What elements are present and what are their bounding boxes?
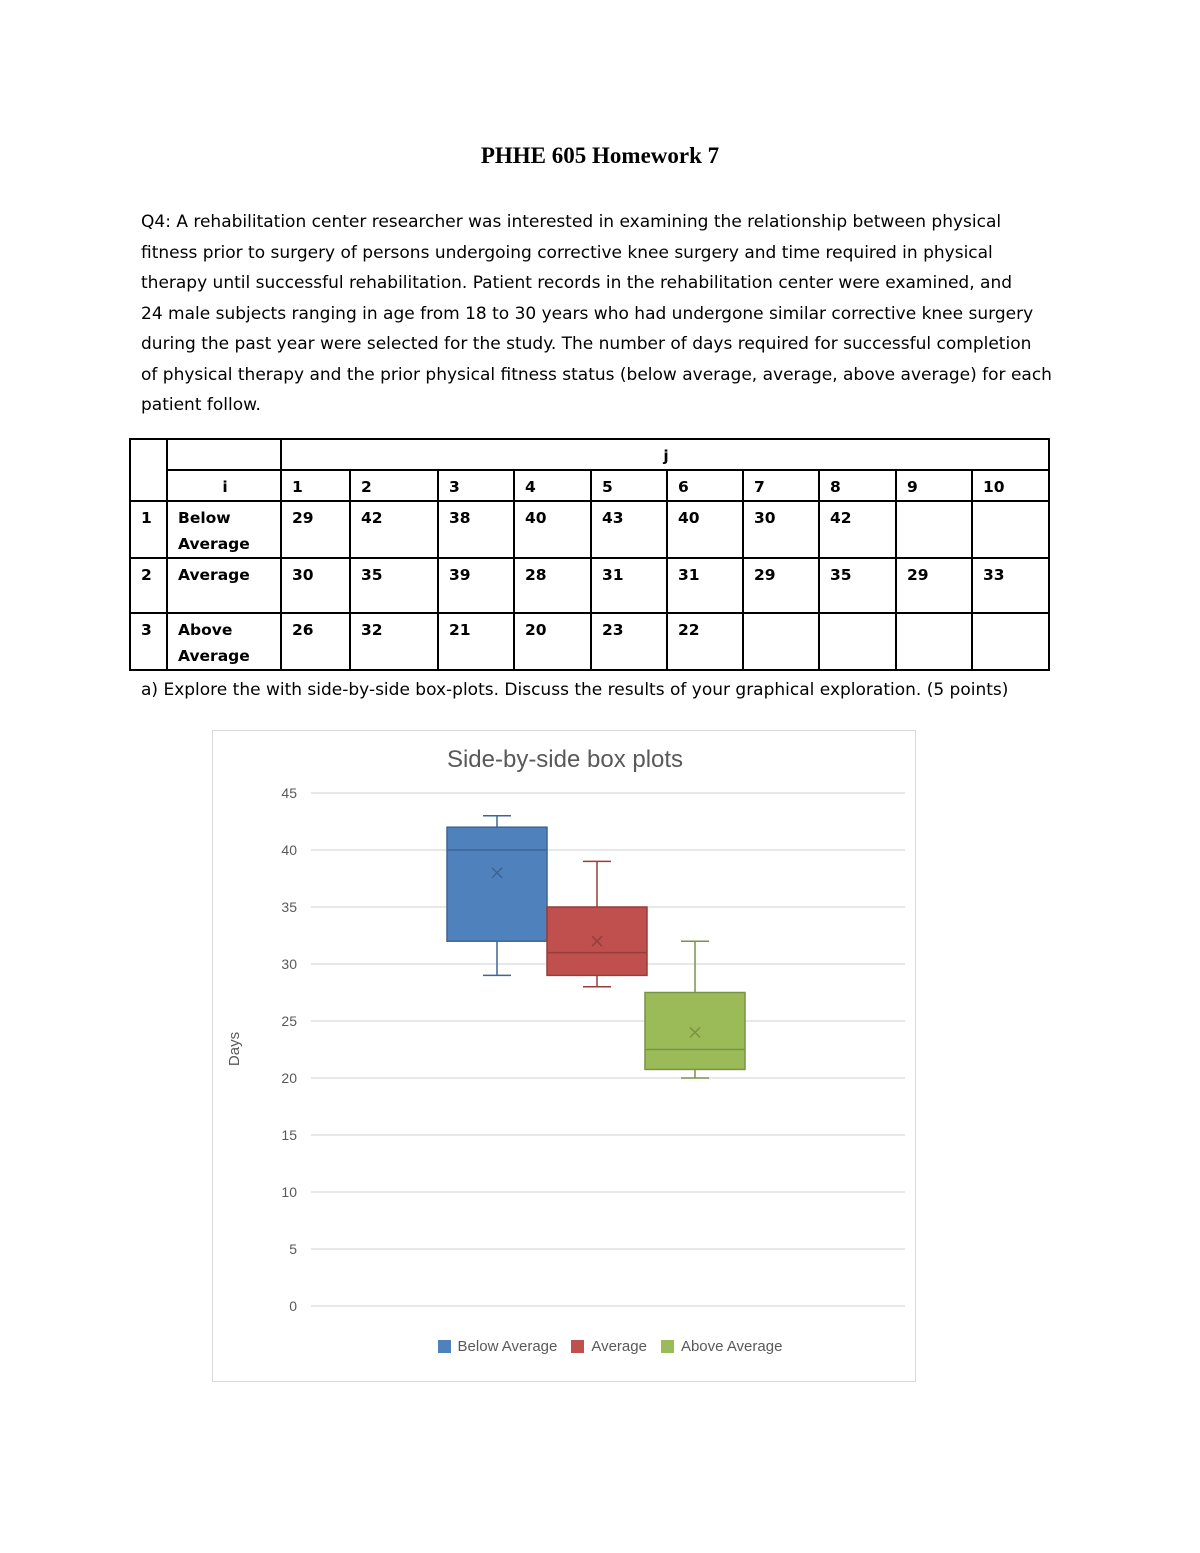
column-header: 3 <box>438 470 514 501</box>
row-label-line: Average <box>178 566 250 584</box>
table-cell: 42 <box>350 501 438 558</box>
legend-swatch <box>571 1340 584 1353</box>
row-label-line: Average <box>178 647 250 665</box>
table-cell: 23 <box>591 613 667 670</box>
table-cell: 29 <box>896 558 972 613</box>
table-cell: 26 <box>281 613 350 670</box>
data-table <box>129 438 1050 671</box>
row-index: 1 <box>130 501 167 558</box>
table-cell: 29 <box>743 558 819 613</box>
table-cell <box>819 613 896 670</box>
i-header: i <box>167 470 281 501</box>
table-cell: 31 <box>591 558 667 613</box>
row-index: 3 <box>130 613 167 670</box>
table-cell: 38 <box>438 501 514 558</box>
box-below-average <box>447 827 547 941</box>
row-label <box>167 558 281 613</box>
column-header: 8 <box>819 470 896 501</box>
box-above-average <box>645 993 745 1070</box>
table-row <box>130 558 1049 613</box>
row-label-line: Above <box>178 621 233 639</box>
legend-item <box>661 1338 782 1355</box>
chart-legend <box>0 1338 1200 1355</box>
table-cell: 30 <box>281 558 350 613</box>
column-header: 10 <box>972 470 1049 501</box>
question-line: patient follow. <box>141 395 261 415</box>
question-line: of physical therapy and the prior physical fitness status (below average, average, above average) for each <box>141 364 1052 385</box>
table-row <box>130 501 1049 558</box>
table-cell: 39 <box>438 558 514 613</box>
table-cell: 35 <box>350 558 438 613</box>
blank-cell <box>167 439 281 470</box>
table-cell: 35 <box>819 558 896 613</box>
y-tick-label: 20 <box>281 1070 297 1086</box>
corner-cell <box>130 439 167 501</box>
legend-swatch <box>661 1340 674 1353</box>
chart-title: Side-by-side box plots <box>446 746 684 773</box>
question-line: 24 male subjects ranging in age from 18 to 30 years who had undergone similar corrective knee surgery <box>141 303 1034 324</box>
row-index: 2 <box>130 558 167 613</box>
legend-label: Above Average <box>680 1338 783 1355</box>
y-tick-label: 35 <box>281 899 297 915</box>
question-paragraph <box>141 207 1061 421</box>
table-cell: 22 <box>667 613 743 670</box>
part-a-prompt: a) Explore the with side-by-side box-plots. Discuss the results of your graphical exploration. (5 points) <box>141 680 1009 700</box>
y-tick-label: 25 <box>281 1013 297 1029</box>
table-cell <box>972 501 1049 558</box>
row-label-line: Average <box>178 535 250 553</box>
y-tick-label: 15 <box>281 1127 297 1143</box>
table-cell: 43 <box>591 501 667 558</box>
column-header: 7 <box>743 470 819 501</box>
table-cell: 33 <box>972 558 1049 613</box>
table-cell: 42 <box>819 501 896 558</box>
table-row <box>130 613 1049 670</box>
table-cell: 40 <box>514 501 591 558</box>
y-tick-label: 5 <box>289 1241 297 1257</box>
table-cell <box>972 613 1049 670</box>
row-label-line: Below <box>178 509 231 527</box>
column-header: 5 <box>591 470 667 501</box>
table-cell: 30 <box>743 501 819 558</box>
table-cell: 21 <box>438 613 514 670</box>
legend-label: Average <box>591 1338 647 1355</box>
legend-item <box>438 1338 558 1355</box>
y-axis-label: Days <box>226 1031 243 1067</box>
column-header: 6 <box>667 470 743 501</box>
row-label <box>167 501 281 558</box>
column-header: 9 <box>896 470 972 501</box>
y-tick-label: 45 <box>281 785 297 801</box>
table-cell: 31 <box>667 558 743 613</box>
question-line: during the past year were selected for the study. The number of days required for successful completion <box>141 334 1032 354</box>
y-tick-label: 40 <box>281 842 297 858</box>
legend-label: Below Average <box>457 1338 558 1355</box>
question-line: therapy until successful rehabilitation. Patient records in the rehabilitation center were examined, and <box>141 273 1013 293</box>
table-cell: 28 <box>514 558 591 613</box>
legend-swatch <box>438 1340 451 1353</box>
y-tick-label: 30 <box>281 956 297 972</box>
legend-item <box>571 1338 647 1355</box>
y-tick-label: 0 <box>289 1298 297 1314</box>
page-title: PHHE 605 Homework 7 <box>480 143 720 168</box>
row-label <box>167 613 281 670</box>
table-cell: 20 <box>514 613 591 670</box>
question-line: fitness prior to surgery of persons undergoing corrective knee surgery and time required in physical <box>141 242 993 263</box>
column-header: 4 <box>514 470 591 501</box>
j-header: j <box>281 439 1049 470</box>
column-header: 2 <box>350 470 438 501</box>
y-tick-label: 10 <box>281 1184 297 1200</box>
table-cell: 40 <box>667 501 743 558</box>
table-cell: 32 <box>350 613 438 670</box>
table-cell: 29 <box>281 501 350 558</box>
box-plot-chart <box>212 730 916 1382</box>
table-cell <box>896 501 972 558</box>
table-cell <box>743 613 819 670</box>
column-header: 1 <box>281 470 350 501</box>
question-line: Q4: A rehabilitation center researcher was interested in examining the relationship between physical <box>141 212 1002 232</box>
chart-svg <box>213 731 917 1383</box>
table-cell <box>896 613 972 670</box>
